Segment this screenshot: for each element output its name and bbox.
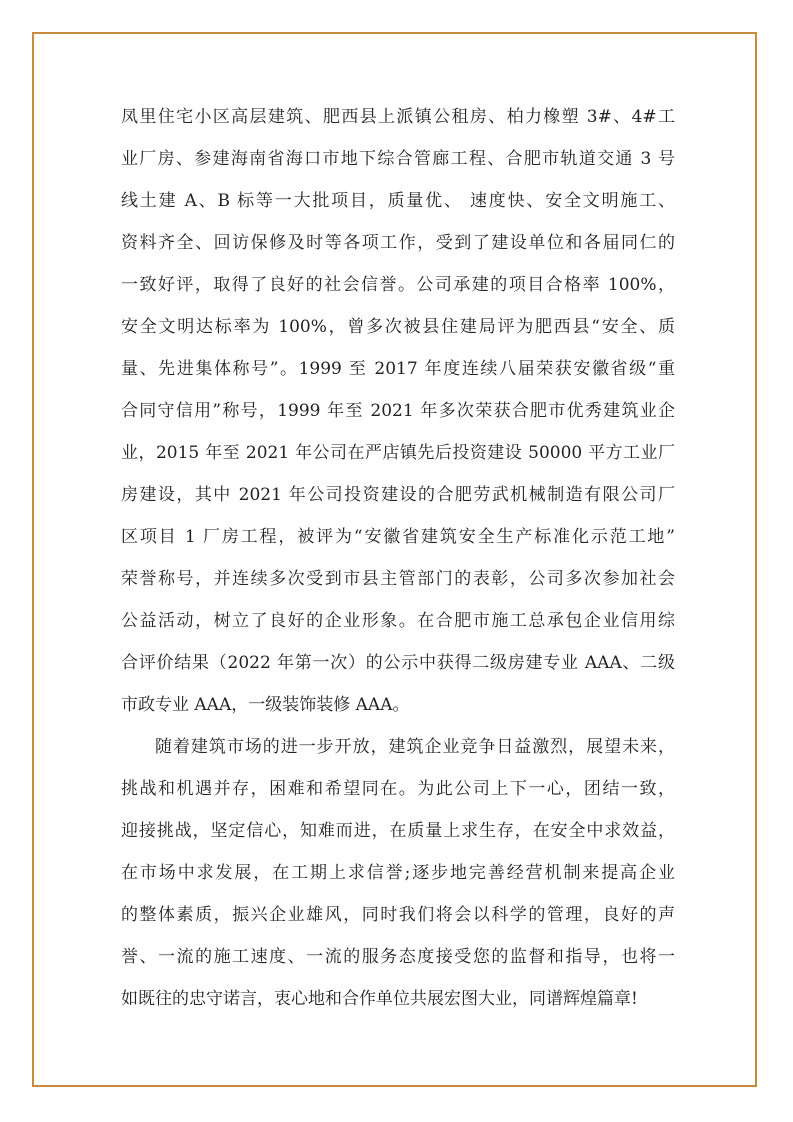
paragraph-2-line: 挑战和机遇并存，困难和希望同在。为此公司上下一心，团结一致， xyxy=(121,779,675,799)
paragraph-1-line: 合评价结果（2022 年第一次）的公示中获得二级房建专业 AAA、二级 xyxy=(121,653,675,673)
paragraph-1-line: 荣誉称号，并连续多次受到市县主管部门的表彰，公司多次参加社会 xyxy=(121,569,675,589)
paragraph-1-line: 资料齐全、回访保修及时等各项工作，受到了建设单位和各届同仁的 xyxy=(121,233,675,253)
paragraph-1-line: 一致好评，取得了良好的社会信誉。公司承建的项目合格率 100%， xyxy=(121,275,675,295)
paragraph-2-line: 誉、一流的施工速度、一流的服务态度接受您的监督和指导，也将一 xyxy=(121,947,675,967)
paragraph-2-line: 如既往的忠守诺言，衷心地和合作单位共展宏图大业，同谱辉煌篇章! xyxy=(121,989,638,1009)
paragraph-2-line: 迎接挑战，坚定信心，知难而进，在质量上求生存，在安全中求效益， xyxy=(121,821,675,841)
paragraph-2-line: 在市场中求发展，在工期上求信誉;逐步地完善经营机制来提高企业 xyxy=(121,863,675,883)
paragraph-1-line: 合同守信用”称号，1999 年至 2021 年多次荣获合肥市优秀建筑业企 xyxy=(121,401,675,421)
paragraph-1-line: 业厂房、参建海南省海口市地下综合管廊工程、合肥市轨道交通 3 号 xyxy=(121,149,675,169)
paragraph-1-line: 市政专业 AAA，一级装饰装修 AAA。 xyxy=(121,695,410,715)
paragraph-1-line: 区项目 1 厂房工程，被评为“安徽省建筑安全生产标准化示范工地” xyxy=(121,527,675,547)
paragraph-1-line: 公益活动，树立了良好的企业形象。在合肥市施工总承包企业信用综 xyxy=(121,611,675,631)
paragraph-1-line: 量、先进集体称号”。1999 至 2017 年度连续八届荣获安徽省级“重 xyxy=(121,359,675,379)
paragraph-1-line: 线土建 A、B 标等一大批项目，质量优、 速度快、安全文明施工、 xyxy=(121,191,675,211)
paragraph-1-line: 房建设，其中 2021 年公司投资建设的合肥劳武机械制造有限公司厂 xyxy=(121,485,675,505)
paragraph-1-line: 凤里住宅小区高层建筑、肥西县上派镇公租房、柏力橡塑 3#、4#工 xyxy=(121,107,675,127)
paragraph-1-line: 业，2015 年至 2021 年公司在严店镇先后投资建设 50000 平方工业厂 xyxy=(121,443,675,463)
paragraph-2-line: 的整体素质，振兴企业雄风，同时我们将会以科学的管理，良好的声 xyxy=(121,905,675,925)
paragraph-2-line: 随着建筑市场的进一步开放，建筑企业竞争日益激烈，展望未来， xyxy=(155,737,675,757)
paragraph-1-line: 安全文明达标率为 100%，曾多次被县住建局评为肥西县“安全、质 xyxy=(121,317,675,337)
